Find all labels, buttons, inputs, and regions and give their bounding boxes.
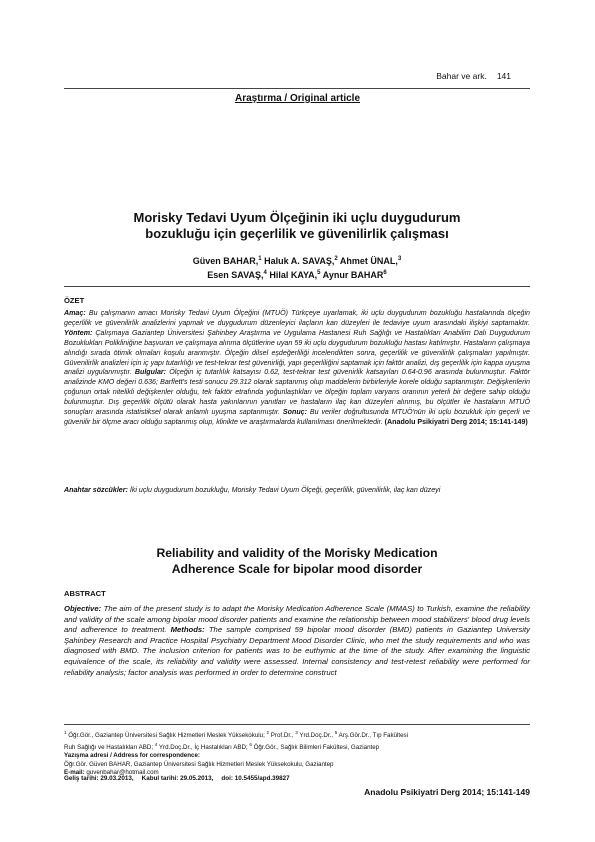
address-label-text: Yazışma adresi / Address for correspondence: <box>64 752 200 760</box>
running-head-authors: Bahar ve ark. <box>436 71 487 81</box>
author-affiliation: 5 <box>317 270 321 276</box>
keywords <box>64 486 530 496</box>
ozet-heading: ÖZET <box>64 296 85 305</box>
author-name: Güven BAHAR, <box>192 256 259 266</box>
turkish-abstract <box>64 309 530 428</box>
author-affiliation: 6 <box>383 270 387 276</box>
keywords-text: İki uçlu duygudurum bozukluğu, Morisky Tedavi Uyum Ölçeği, geçerlilik, güvenilirlik, ilaç kan düzeyi <box>127 486 441 494</box>
author-affiliation: 3 <box>397 256 402 262</box>
turkish-title-line: Morisky Tedavi Uyum Ölçeğinin iki uçlu duygudurum <box>133 210 461 225</box>
affiliation-text: Ruh Sağlığı ve Hastalıkları ABD; <box>64 743 155 751</box>
footnote <box>64 729 530 778</box>
article-type: Araştırma / Original article <box>234 93 361 104</box>
received-date: Geliş tarihi: 29.03.2013, <box>64 775 134 782</box>
dates <box>64 775 298 782</box>
affiliation-text: Öğr.Gör., Sağlık Bilimleri Fakültesi, Gaziantep <box>251 743 380 751</box>
author-affiliation: 2 <box>334 256 338 262</box>
accepted-date: Kabul tarihi: 29.05.2013, <box>141 775 214 782</box>
english-abstract <box>64 604 530 678</box>
methods-label: Methods: <box>166 625 205 635</box>
affiliation-number: 6 <box>249 741 252 747</box>
english-title-line: Reliability and validity of the Morisky Medication <box>156 546 438 560</box>
abstract-rule <box>64 286 530 287</box>
bulgular-text: Ölçeğin iç tutarlılık katsayısı 0.62, test-tekrar test güvenirlik katsayıları 0.64-0.96 arasında bulunmuştur. Faktör analizinde KMO değeri 0.636; Barflett's testi sonucu 29.312 olarak saptanmış olup maddelerin birbirleriyle korele olduğu saptanmıştır. Değişkenlerin çoğunun ortak nitelikli değişkenler olduğu, tek faktör etrafında yoğunlaştıkları ve ölçeğin toplam varyans oranının yeterli bir değere sahip olduğu bulunmuştur. Dış geçerlilik ölçütü olarak hasta yakınlarının yanıtları ve hastaların ilaç kan düzeyleri alınmış, bu ölçütler ile hastaların MTUÖ sonuçları arasında istatistiksel olarak anlamlı uyuşma saptanmıştır. <box>64 368 530 417</box>
affiliation-text: Prof.Dr., <box>269 732 296 740</box>
affiliations-line-2 <box>64 741 530 753</box>
affiliation-number: 1 <box>64 730 67 735</box>
methods-text: The sample comprised 59 bipolar mood disorder (BMD) patients in Gaziantep University Şahinbey Research and Practice Hospital Psychiatry Department Mood Disorder Clinic, who met the study requirements and who was diagnosed with BMD. The inclusion criterion for patients was to be euthymic at the time of the study. After examining the linguistic equivalence of the scale, its reliability and validity were assessed. Internal consistency and test-retest reliability were performed for reliability analysis; factor analysis was performed in order to determine construct <box>64 625 530 677</box>
sonuc-text: Bu veriler doğrultusunda MTUÖ'nün iki uçlu bozukluk için geçerli ve güvenilir bir ölçme aracı olduğu saptanmış olup, klinikte ve araştırmalarda kullanılması önerilmektedir. <box>64 408 530 426</box>
affiliation-number: 4 <box>154 741 158 747</box>
turkish-title <box>64 210 530 241</box>
amac-label: Amaç: <box>64 309 86 317</box>
amac-text: Bu çalışmanın amacı Morisky Tedavi Uyum Ölçeğini (MTUÖ) Türkçeye uyarlamak, iki uçlu duygudurum bozukluğu hastalarında ölçeğin geçerlilik ve güvenilirlik analizlerini yapmak ve duygudurum düzenleyici ilaçların kan düzeyleri ile tedaviye uyum arasındaki ilişkiyi saptamaktır. <box>64 309 530 327</box>
author-affiliation: 1 <box>258 256 262 262</box>
affiliation-number: 2 <box>266 730 270 735</box>
email-address: guvenbahar@hotmail.com <box>84 769 159 777</box>
authors-line-1 <box>64 253 530 267</box>
affiliation-text: Öğr.Gör., Gaziantep Üniversitesi Sağlık Hizmetleri Meslek Yüksekokulu; <box>66 732 267 740</box>
objective-text: The aim of the present study is to adapt the Morisky Medication Adherence Scale (MMAS) to Turkish, examine the reliability and validity of the scale among bipolar mood disorder patients and examine the relationship between mood stabilizers' blood drug levels and adherence to treatment. <box>64 604 530 635</box>
bulgular-label: Bulgular: <box>131 368 167 377</box>
affiliation-text: Yrd.Doç.Dr., İç Hastalıkları ABD; <box>157 743 250 751</box>
doi: doi: 10.5455/apd.39827 <box>221 775 290 782</box>
email-label: E-mail: <box>64 769 85 777</box>
abstract-heading: ABSTRACT <box>64 589 106 598</box>
authors <box>64 253 530 281</box>
header-rule <box>64 88 530 89</box>
sonuc-label: Sonuç: <box>280 408 307 417</box>
turkish-title-line: bozukluğu için geçerlilik ve güvenilirlik çalışması <box>145 225 449 241</box>
english-title-line: Adherence Scale for bipolar mood disorder <box>171 561 423 576</box>
author-name: Hilal KAYA, <box>266 270 318 280</box>
page-number: 141 <box>496 71 511 81</box>
author-affiliation: 4 <box>263 270 267 276</box>
keywords-label: Anahtar sözcükler: <box>64 486 128 494</box>
citation: (Anadolu Psikiyatri Derg 2014; 15:141-149) <box>382 417 528 426</box>
address-text: Öğr.Gör. Güven BAHAR, Gaziantep Üniversitesi Sağlık Hizmetleri Meslek Yüksekokulu, Gaziantep <box>64 760 334 768</box>
objective-label: Objective: <box>64 604 102 613</box>
author-name: Aynur BAHAR <box>320 270 384 280</box>
yontem-text: Çalışmaya Gaziantep Üniversitesi Şahinbey Araştırma ve Uygulama Hastanesi Ruh Sağlığı ve Hastalıkları Anabilim Dalı Duygudurum Bozuklukları Polikliniğine başvuran ve çalışmaya alınma ölçütlerine uyan 59 iki uçlu duygudurum bozukluğu hastası katılmıştır. Hastaların çalışmaya alındığı sırada ötimik olmaları koşulu aranmıştır. Ölçeğin dilsel eşdeğerliliği incelendikten sonra, geçerlilik ve güvenilirlik çalışmaları yapılmıştır. Güvenilirlik analizleri için iç yapı tutarlılığı ve test-tekrar test güvenirliği, yapı geçerliliğini saptamak için faktör analizi, dış geçerlilik için kappa uyuşma analizi uygulanmıştır. <box>64 328 530 377</box>
affiliation-text: Yrd.Doç.Dr., <box>297 732 335 740</box>
affiliation-number: 3 <box>295 730 298 735</box>
running-head <box>436 71 511 81</box>
affiliation-text: Arş.Gör.Dr., Tıp Fakültesi <box>337 732 408 740</box>
author-name: Esen SAVAŞ, <box>207 270 264 280</box>
yontem-label: Yöntem: <box>64 328 93 337</box>
journal-footer: Anadolu Psikiyatri Derg 2014; 15:141-149 <box>364 787 530 797</box>
authors-line-2 <box>64 267 530 281</box>
affiliations-line-1 <box>64 729 530 741</box>
address-label <box>64 752 530 761</box>
affiliation-number: 5 <box>334 730 338 735</box>
author-name: Haluk A. SAVAŞ, <box>261 256 335 266</box>
footnote-rule <box>64 724 530 725</box>
english-title <box>64 546 530 577</box>
author-name: Ahmet ÜNAL, <box>337 256 398 266</box>
